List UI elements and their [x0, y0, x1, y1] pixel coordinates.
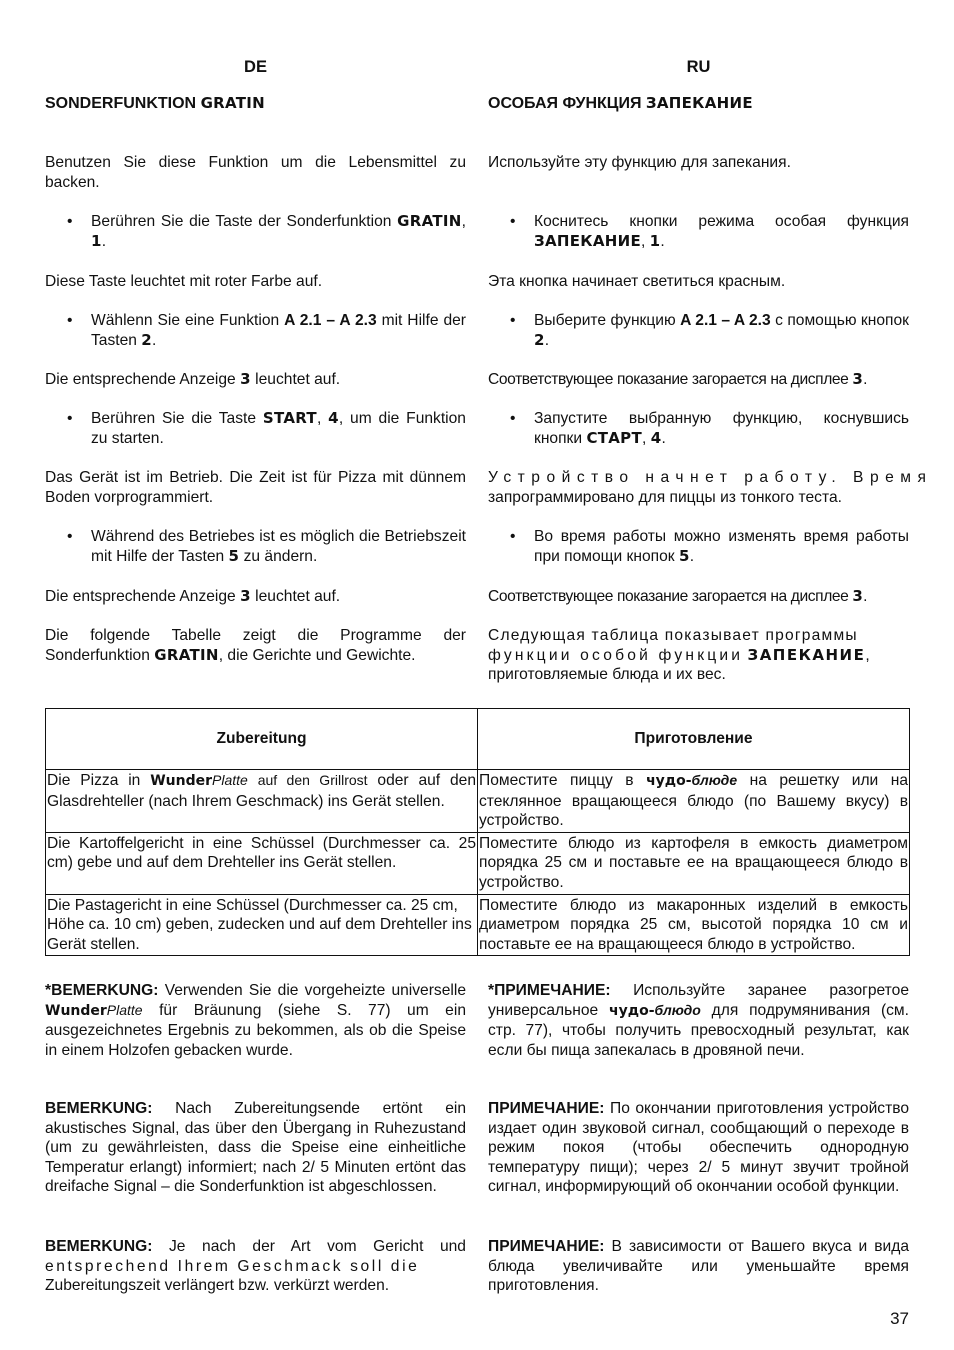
table-cell-de: Die Kartoffelgericht in eine Schüssel (Durchmesser ca. 25 cm) gebe und auf dem Drehteller ins Gerät stellen. — [46, 832, 478, 894]
ru-light-red: Эта кнопка начинает светиться красным. — [488, 273, 786, 290]
de-note-2: BEMERKUNG: Nach Zubereitungsende ertönt ein akustisches Signal, das über den Übergang in Ruhezustand (um zu gewährleisten, dass die Speise eine einheitliche Temperatur erlangt) informiert; nach 2/ 5 Minuten ertönt das dreifache Signal – die Sonderfunktion ist abgeschlossen. — [45, 1100, 466, 1196]
de-note-3: BEMERKUNG: Je nach der Art vom Gericht und entsprechend Ihrem Geschmack soll die Zubereitungszeit verlängert bzw. verkürzt werden. — [45, 1238, 466, 1295]
table-row — [46, 770, 910, 833]
ru-display-lit: Соответствующее показание загорается на дисплее 3. — [488, 370, 868, 388]
ru-note-2: ПРИМЕЧАНИЕ: По окончании приготовления устройство издает один звуковой сигнал, сообщающий о переходе в режим покоя (чтобы обеспечить однородную температуру пищи); через 2/ 5 минут звучит тройной сигнал, информирующий об окончании особой функции. — [488, 1100, 909, 1196]
language-header-de: DE — [244, 58, 267, 76]
de-table-intro: Die folgende Tabelle zeigt die Programme der Sonderfunktion GRATIN, die Gerichte und Gewichte. — [45, 627, 466, 664]
ru-note-3: ПРИМЕЧАНИЕ: В зависимости от Вашего вкуса и вида блюда увеличивайте или уменьшайте время приготовления. — [488, 1238, 910, 1295]
page-number: 37 — [890, 1309, 909, 1328]
ru-bullet-1: • Коснитесь кнопки режима особая функция ЗАПЕКАНИЕ, 1. — [510, 213, 909, 250]
de-light-red: Diese Taste leuchtet mit roter Farbe auf. — [45, 273, 323, 290]
de-bullet-1: • Berühren Sie die Taste der Sonderfunktion GRATIN, 1. — [67, 212, 466, 250]
ru-bullet-3: • Запустите выбранную функцию, коснувшись кнопки СТАРТ, 4. — [510, 410, 909, 447]
section-heading-ru: ОСОБАЯ ФУНКЦИЯ ЗАПЕКАНИЕ — [488, 94, 753, 112]
language-header-ru: RU — [686, 58, 711, 76]
zapekanie-keyword: ЗАПЕКАНИЕ — [645, 94, 753, 112]
ru-note-1: *ПРИМЕЧАНИЕ: Используйте заранее разогретое универсальное чудо-блюдо для подрумянивания (см. стр. 77), чтобы получить превосходный результат, как если бы пища запекалась в дровяной печи. — [488, 982, 909, 1059]
de-display-lit-2: Die entsprechende Anzeige 3 leuchtet auf. — [45, 587, 341, 605]
section-heading-de: SONDERFUNKTION GRATIN — [45, 94, 266, 112]
gratin-keyword: GRATIN — [200, 94, 266, 112]
table-row — [46, 832, 910, 894]
de-bullet-2: • Wählenn Sie eine Funktion A 2.1 – A 2.3 mit Hilfe der Tasten 2. — [67, 312, 466, 349]
program-table — [45, 708, 910, 956]
table-header-row — [46, 709, 910, 770]
table-header-ru: Приготовление — [478, 709, 910, 770]
de-bullet-4: • Während des Betriebes ist es möglich die Betriebszeit mit Hilfe der Tasten 5 zu ändern. — [67, 528, 466, 565]
table-cell-ru: Поместите блюдо из картофеля в емкость диаметром порядка 25 см и поставьте ее на вращающееся блюдо в устройство. — [478, 832, 910, 894]
table-cell-de: Die Pizza in WunderPlatte auf den Grillrost oder auf den Glasdrehteller (nach Ihrem Geschmack) ins Gerät stellen. — [46, 770, 478, 833]
table-cell-ru: Поместите пиццу в чудо-блюде на решетку или на стеклянное вращающееся блюдо (по Вашему вкусу) в устройство. — [478, 770, 910, 833]
de-display-lit: Die entsprechende Anzeige 3 leuchtet auf. — [45, 370, 341, 388]
de-bullet-3: • Berühren Sie die Taste START, 4, um die Funktion zu starten. — [67, 409, 466, 447]
ru-table-intro: Следующая таблица показывает программы функции особой функции ЗАПЕКАНИЕ, приготовляемые блюда и их вес. — [488, 627, 870, 684]
table-cell-ru: Поместите блюдо из макаронных изделий в емкость диаметром порядка 25 см, высотой порядка 10 см и поставьте ее на вращающееся блюдо в устройство. — [478, 894, 910, 956]
ru-operation: Устройство начнет работу. Время запрограммировано для пиццы из тонкого теста. — [488, 469, 933, 506]
ru-bullet-4: • Во время работы можно изменять время работы при помощи кнопок 5. — [510, 528, 909, 565]
de-note-1: *BEMERKUNG: Verwenden Sie die vorgeheizte universelle WunderPlatte für Bräunung (siehe S. 77) um ein ausgezeichnetes Ergebnis zu bekommen, als ob die Speise in einem Holzofen gebacken wurde. — [45, 982, 466, 1059]
table-header-de: Zubereitung — [46, 709, 478, 770]
table-cell-de: Die Pastagericht in eine Schüssel (Durchmesser ca. 25 cm, Höhe ca. 10 cm) geben, zudecken und auf dem Drehteller ins Gerät stellen. — [46, 894, 478, 956]
ru-bullet-2: • Выберите функцию A 2.1 – A 2.3 с помощью кнопок 2. — [510, 312, 909, 349]
de-intro: Benutzen Sie diese Funktion um die Lebensmittel zu backen. — [45, 154, 466, 191]
table-row — [46, 894, 910, 956]
ru-display-lit-2: Соответствующее показание загорается на дисплее 3. — [488, 587, 868, 605]
de-operation: Das Gerät ist im Betrieb. Die Zeit ist für Pizza mit dünnem Boden vorprogrammiert. — [45, 469, 466, 506]
ru-intro: Используйте эту функцию для запекания. — [488, 154, 791, 171]
